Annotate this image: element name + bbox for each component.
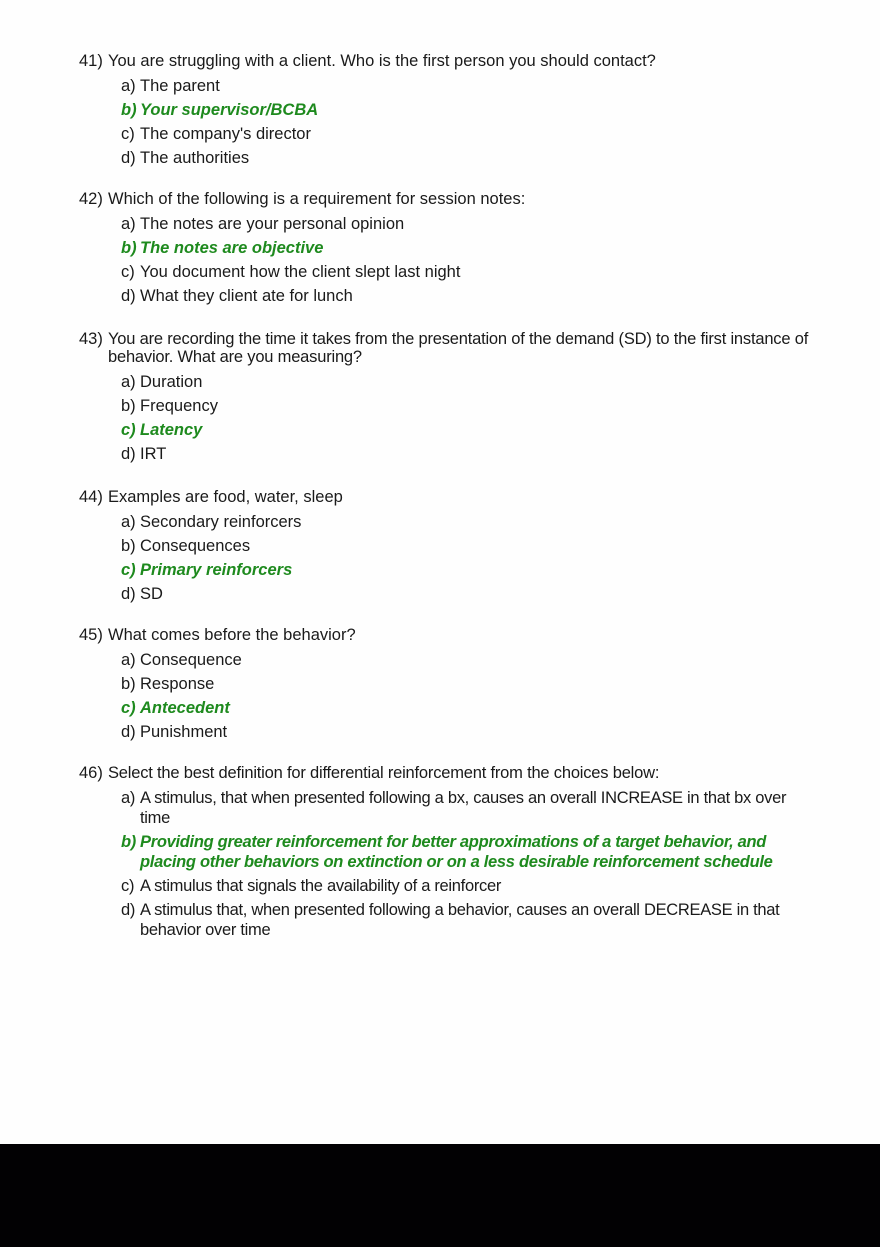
option-b-correct — [121, 238, 821, 258]
viewer-background — [0, 1144, 880, 1247]
question-stem — [79, 52, 839, 70]
option-text: Antecedent — [140, 699, 230, 717]
question-stem — [79, 190, 839, 208]
question-text: What comes before the behavior? — [108, 626, 356, 644]
option-text: IRT — [140, 445, 167, 463]
option-d — [121, 584, 821, 604]
option-a — [121, 650, 821, 670]
option-text: Providing greater reinforcement for better approximations of a target behavior, and placing other behaviors on extinction or on a less desirable reinforcement schedule — [140, 833, 773, 871]
option-c-correct — [121, 560, 821, 580]
option-b-correct — [121, 100, 821, 120]
option-letter: d) — [121, 585, 136, 603]
answer-options — [79, 372, 839, 464]
option-letter: d) — [121, 901, 136, 919]
question-number: 42) — [79, 190, 103, 208]
option-letter: c) — [121, 699, 136, 717]
option-letter: b) — [121, 239, 137, 257]
option-b-correct — [121, 832, 821, 872]
option-text: SD — [140, 585, 163, 603]
option-c — [121, 124, 821, 144]
option-letter: a) — [121, 77, 136, 95]
question-number: 41) — [79, 52, 103, 70]
option-d — [121, 148, 821, 168]
option-letter: d) — [121, 287, 136, 305]
option-text: Your supervisor/BCBA — [140, 101, 319, 119]
option-text: Frequency — [140, 397, 218, 415]
option-a — [121, 76, 821, 96]
question-text: You are recording the time it takes from the presentation of the demand (SD) to the first instance of behavior. What are you measuring? — [108, 330, 809, 366]
option-letter: c) — [121, 263, 135, 281]
option-letter: b) — [121, 101, 137, 119]
option-b — [121, 674, 821, 694]
option-a — [121, 214, 821, 234]
option-text: Response — [140, 675, 215, 693]
option-text: A stimulus that, when presented following a behavior, causes an overall DECREASE in that behavior over time — [140, 901, 780, 939]
question-text: Select the best definition for differential reinforcement from the choices below: — [108, 764, 660, 782]
question-text: Which of the following is a requirement for session notes: — [108, 190, 526, 208]
option-letter: c) — [121, 561, 136, 579]
option-letter: b) — [121, 833, 136, 851]
question-45 — [79, 626, 839, 746]
question-stem — [79, 488, 839, 506]
option-text: Duration — [140, 373, 203, 391]
option-c-correct — [121, 698, 821, 718]
question-46 — [79, 764, 839, 944]
question-42 — [79, 190, 839, 310]
option-letter: a) — [121, 651, 136, 669]
option-text: A stimulus that signals the availability of a reinforcer — [140, 877, 502, 895]
option-letter: b) — [121, 537, 136, 555]
option-d — [121, 900, 821, 940]
option-d — [121, 722, 821, 742]
option-text: The company's director — [140, 125, 311, 143]
option-a — [121, 788, 821, 828]
option-d — [121, 444, 821, 464]
answer-options — [79, 214, 839, 306]
option-a — [121, 512, 821, 532]
option-c-correct — [121, 420, 821, 440]
option-c — [121, 876, 821, 896]
option-letter: b) — [121, 675, 136, 693]
option-letter: c) — [121, 877, 135, 895]
answer-options — [79, 76, 839, 168]
question-number: 45) — [79, 626, 103, 644]
option-letter: a) — [121, 513, 136, 531]
option-text: What they client ate for lunch — [140, 287, 353, 305]
option-text: Consequences — [140, 537, 251, 555]
option-c — [121, 262, 821, 282]
question-44 — [79, 488, 839, 608]
option-letter: a) — [121, 215, 136, 233]
option-d — [121, 286, 821, 306]
option-letter: a) — [121, 373, 136, 391]
option-b — [121, 396, 821, 416]
option-text: The parent — [140, 77, 220, 95]
option-text: Secondary reinforcers — [140, 513, 302, 531]
option-letter: a) — [121, 789, 136, 807]
option-text: The notes are objective — [140, 239, 324, 257]
option-text: Primary reinforcers — [140, 561, 293, 579]
option-letter: d) — [121, 149, 136, 167]
option-text: The authorities — [140, 149, 250, 167]
option-text: A stimulus, that when presented following a bx, causes an overall INCREASE in that bx over time — [140, 789, 787, 827]
question-stem — [79, 626, 839, 644]
answer-options — [79, 788, 839, 940]
option-letter: c) — [121, 125, 135, 143]
question-stem — [79, 764, 839, 782]
question-stem — [79, 330, 839, 366]
option-text: The notes are your personal opinion — [140, 215, 405, 233]
option-text: You document how the client slept last night — [140, 263, 461, 281]
option-text: Punishment — [140, 723, 228, 741]
option-a — [121, 372, 821, 392]
question-41 — [79, 52, 839, 172]
option-letter: d) — [121, 723, 136, 741]
answer-options — [79, 512, 839, 604]
question-text: Examples are food, water, sleep — [108, 488, 343, 506]
question-text: You are struggling with a client. Who is the first person you should contact? — [108, 52, 656, 70]
option-letter: d) — [121, 445, 136, 463]
option-text: Consequence — [140, 651, 242, 669]
option-text: Latency — [140, 421, 203, 439]
option-letter: c) — [121, 421, 136, 439]
option-letter: b) — [121, 397, 136, 415]
question-43 — [79, 330, 839, 468]
question-number: 46) — [79, 764, 103, 782]
option-b — [121, 536, 821, 556]
question-number: 43) — [79, 330, 103, 348]
answer-options — [79, 650, 839, 742]
question-number: 44) — [79, 488, 103, 506]
